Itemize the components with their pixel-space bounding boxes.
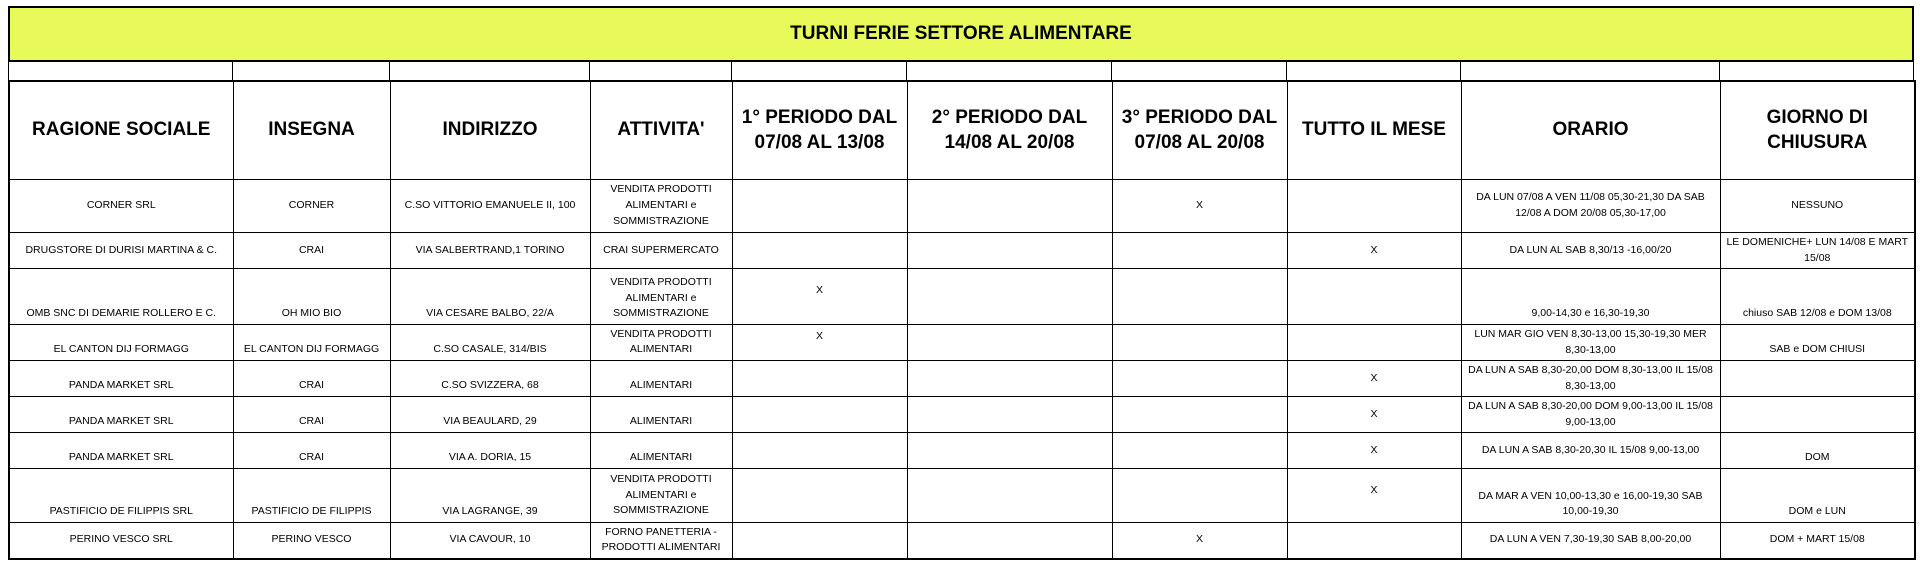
cell-orario: DA LUN A SAB 8,30-20,00 DOM 8,30-13,00 IL 15/08 8,30-13,00 [1461, 361, 1720, 397]
cell-tutto-il-mese: X [1287, 233, 1461, 269]
header-giorno-chiusura: GIORNO DI CHIUSURA [1720, 81, 1915, 180]
cell-giorno-chiusura: chiuso SAB 12/08 e DOM 13/08 [1720, 269, 1915, 325]
header-periodo-1: 1° PERIODO DAL 07/08 AL 13/08 [732, 81, 907, 180]
cell-insegna: CRAI [233, 361, 390, 397]
header-periodo-2: 2° PERIODO DAL 14/08 AL 20/08 [907, 81, 1112, 180]
cell-ragione-sociale: PASTIFICIO DE FILIPPIS SRL [9, 469, 233, 523]
spacer-row [8, 62, 1914, 80]
cell-attivita: ALIMENTARI [590, 397, 732, 433]
cell-attivita: CRAI SUPERMERCATO [590, 233, 732, 269]
cell-ragione-sociale: OMB SNC DI DEMARIE ROLLERO E C. [9, 269, 233, 325]
cell-periodo-3 [1112, 233, 1287, 269]
cell-periodo-1 [732, 469, 907, 523]
cell-orario: DA LUN 07/08 A VEN 11/08 05,30-21,30 DA SAB 12/08 A DOM 20/08 05,30-17,00 [1461, 180, 1720, 233]
cell-periodo-1 [732, 397, 907, 433]
table-row [9, 180, 1915, 233]
cell-giorno-chiusura: NESSUNO [1720, 180, 1915, 233]
cell-giorno-chiusura: DOM + MART 15/08 [1720, 523, 1915, 559]
cell-tutto-il-mese [1287, 180, 1461, 233]
cell-periodo-2 [907, 269, 1112, 325]
cell-orario: DA LUN A SAB 8,30-20,30 IL 15/08 9,00-13,00 [1461, 433, 1720, 469]
cell-indirizzo: VIA BEAULARD, 29 [390, 397, 590, 433]
cell-ragione-sociale: PANDA MARKET SRL [9, 433, 233, 469]
cell-tutto-il-mese [1287, 325, 1461, 361]
cell-periodo-2 [907, 433, 1112, 469]
cell-periodo-1 [732, 233, 907, 269]
cell-attivita: VENDITA PRODOTTI ALIMENTARI [590, 325, 732, 361]
cell-attivita: ALIMENTARI [590, 361, 732, 397]
cell-attivita: ALIMENTARI [590, 433, 732, 469]
cell-periodo-1 [732, 361, 907, 397]
cell-attivita: VENDITA PRODOTTI ALIMENTARI e SOMMISTRAZIONE [590, 180, 732, 233]
table-row [9, 397, 1915, 433]
cell-indirizzo: VIA A. DORIA, 15 [390, 433, 590, 469]
header-periodo-3: 3° PERIODO DAL 07/08 AL 20/08 [1112, 81, 1287, 180]
table-row [9, 469, 1915, 523]
cell-orario: 9,00-14,30 e 16,30-19,30 [1461, 269, 1720, 325]
cell-indirizzo: VIA CESARE BALBO, 22/A [390, 269, 590, 325]
header-indirizzo: INDIRIZZO [390, 81, 590, 180]
table-row [9, 325, 1915, 361]
cell-insegna: CRAI [233, 433, 390, 469]
cell-indirizzo: VIA LAGRANGE, 39 [390, 469, 590, 523]
cell-periodo-2 [907, 523, 1112, 559]
cell-periodo-3: X [1112, 180, 1287, 233]
cell-periodo-2 [907, 469, 1112, 523]
cell-indirizzo: VIA SALBERTRAND,1 TORINO [390, 233, 590, 269]
cell-giorno-chiusura: LE DOMENICHE+ LUN 14/08 E MART 15/08 [1720, 233, 1915, 269]
cell-ragione-sociale: EL CANTON DIJ FORMAGG [9, 325, 233, 361]
cell-insegna: CRAI [233, 397, 390, 433]
cell-insegna: OH MIO BIO [233, 269, 390, 325]
cell-insegna: CRAI [233, 233, 390, 269]
schedule-table [8, 80, 1916, 560]
cell-ragione-sociale: CORNER SRL [9, 180, 233, 233]
cell-indirizzo: C.SO VITTORIO EMANUELE II, 100 [390, 180, 590, 233]
cell-giorno-chiusura: SAB e DOM CHIUSI [1720, 325, 1915, 361]
table-row [9, 233, 1915, 269]
cell-ragione-sociale: DRUGSTORE DI DURISI MARTINA & C. [9, 233, 233, 269]
cell-orario: DA LUN A VEN 7,30-19,30 SAB 8,00-20,00 [1461, 523, 1720, 559]
cell-indirizzo: C.SO SVIZZERA, 68 [390, 361, 590, 397]
cell-periodo-3: X [1112, 523, 1287, 559]
header-orario: ORARIO [1461, 81, 1720, 180]
cell-periodo-2 [907, 397, 1112, 433]
cell-orario: LUN MAR GIO VEN 8,30-13,00 15,30-19,30 MER 8,30-13,00 [1461, 325, 1720, 361]
cell-periodo-3 [1112, 397, 1287, 433]
cell-periodo-1: X [732, 325, 907, 361]
cell-giorno-chiusura [1720, 361, 1915, 397]
cell-giorno-chiusura [1720, 397, 1915, 433]
header-tutto-il-mese: TUTTO IL MESE [1287, 81, 1461, 180]
cell-insegna: CORNER [233, 180, 390, 233]
cell-ragione-sociale: PANDA MARKET SRL [9, 397, 233, 433]
cell-periodo-2 [907, 325, 1112, 361]
header-attivita: ATTIVITA' [590, 81, 732, 180]
table-row [9, 433, 1915, 469]
cell-tutto-il-mese: X [1287, 397, 1461, 433]
cell-orario: DA MAR A VEN 10,00-13,30 e 16,00-19,30 SAB 10,00-19,30 [1461, 469, 1720, 523]
sheet-title: TURNI FERIE SETTORE ALIMENTARE [8, 6, 1914, 62]
cell-periodo-3 [1112, 269, 1287, 325]
header-row [9, 81, 1915, 180]
cell-periodo-1 [732, 523, 907, 559]
cell-periodo-2 [907, 180, 1112, 233]
cell-insegna: EL CANTON DIJ FORMAGG [233, 325, 390, 361]
cell-periodo-3 [1112, 433, 1287, 469]
cell-periodo-1 [732, 180, 907, 233]
cell-orario: DA LUN AL SAB 8,30/13 -16,00/20 [1461, 233, 1720, 269]
cell-periodo-2 [907, 361, 1112, 397]
cell-periodo-3 [1112, 469, 1287, 523]
cell-giorno-chiusura: DOM [1720, 433, 1915, 469]
cell-attivita: VENDITA PRODOTTI ALIMENTARI e SOMMISTRAZIONE [590, 269, 732, 325]
cell-tutto-il-mese: X [1287, 469, 1461, 523]
table-row [9, 269, 1915, 325]
cell-insegna: PERINO VESCO [233, 523, 390, 559]
cell-tutto-il-mese: X [1287, 433, 1461, 469]
cell-orario: DA LUN A SAB 8,30-20,00 DOM 9,00-13,00 IL 15/08 9,00-13,00 [1461, 397, 1720, 433]
cell-ragione-sociale: PANDA MARKET SRL [9, 361, 233, 397]
table-row [9, 361, 1915, 397]
cell-periodo-3 [1112, 325, 1287, 361]
cell-attivita: VENDITA PRODOTTI ALIMENTARI e SOMMISTRAZIONE [590, 469, 732, 523]
cell-periodo-3 [1112, 361, 1287, 397]
cell-tutto-il-mese [1287, 523, 1461, 559]
cell-tutto-il-mese: X [1287, 361, 1461, 397]
table-row [9, 523, 1915, 559]
cell-indirizzo: VIA CAVOUR, 10 [390, 523, 590, 559]
header-insegna: INSEGNA [233, 81, 390, 180]
cell-tutto-il-mese [1287, 269, 1461, 325]
cell-periodo-1 [732, 433, 907, 469]
cell-insegna: PASTIFICIO DE FILIPPIS [233, 469, 390, 523]
cell-periodo-2 [907, 233, 1112, 269]
cell-attivita: FORNO PANETTERIA - PRODOTTI ALIMENTARI [590, 523, 732, 559]
cell-ragione-sociale: PERINO VESCO SRL [9, 523, 233, 559]
cell-giorno-chiusura: DOM e LUN [1720, 469, 1915, 523]
cell-indirizzo: C.SO CASALE, 314/BIS [390, 325, 590, 361]
header-ragione-sociale: RAGIONE SOCIALE [9, 81, 233, 180]
cell-periodo-1: X [732, 269, 907, 325]
